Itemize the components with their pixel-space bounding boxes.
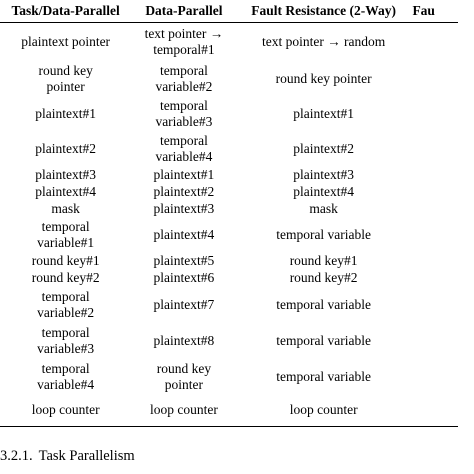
cell-line: mask xyxy=(309,201,338,216)
cell-line: round key xyxy=(38,62,93,78)
table-cell-fault xyxy=(239,323,409,359)
empty-cell xyxy=(408,323,458,359)
table-cell-data xyxy=(129,184,239,201)
table-cell-fault xyxy=(239,184,409,201)
empty-cell xyxy=(408,287,458,323)
cell-line: plaintext#4 xyxy=(293,184,354,199)
empty-cell xyxy=(408,184,458,201)
table-cell-data xyxy=(129,97,239,132)
cell-line: mask xyxy=(51,201,80,216)
table-cell-data xyxy=(129,359,239,395)
table-row xyxy=(0,270,458,287)
cell-line: plaintext#5 xyxy=(153,253,215,268)
cell-line: plaintext#6 xyxy=(153,270,215,285)
table-cell-data xyxy=(129,253,239,270)
cell-line: plaintext#2 xyxy=(153,184,215,199)
cell-line: temporal xyxy=(159,133,208,148)
empty-cell xyxy=(408,167,458,184)
cell-line: variable#3 xyxy=(155,114,213,129)
cell-line: round key#1 xyxy=(289,253,358,268)
cell-line: plaintext#1 xyxy=(293,106,354,121)
header-data-parallel: Data-Parallel xyxy=(145,3,223,18)
cell-line: variable#4 xyxy=(155,149,213,164)
table-row xyxy=(0,23,458,61)
table-cell-task xyxy=(2,359,129,395)
cell-line: round key xyxy=(156,360,212,376)
empty-cell xyxy=(408,132,458,167)
cell-line: text pointer → random xyxy=(261,33,386,49)
table-row xyxy=(0,167,458,184)
table-body xyxy=(0,23,458,427)
cell-line: variable#4 xyxy=(37,376,95,392)
cell-line: temporal xyxy=(41,324,90,340)
cell-line: plaintext#2 xyxy=(293,141,354,156)
cell-line: temporal xyxy=(41,360,90,376)
table-row xyxy=(0,218,458,253)
table-cell-task xyxy=(2,167,129,184)
cell-line: variable#2 xyxy=(37,304,95,320)
table-row xyxy=(0,323,458,359)
cell-line: plaintext#4 xyxy=(35,184,97,199)
table-cell-fault xyxy=(239,359,409,395)
table-row xyxy=(0,132,458,167)
table-cell-fault xyxy=(239,253,409,270)
empty-cell xyxy=(408,97,458,132)
cell-line: text pointer → xyxy=(144,25,224,41)
cell-line: pointer xyxy=(164,376,204,392)
table-row xyxy=(0,253,458,270)
table-cell-fault xyxy=(239,61,409,97)
empty-cell xyxy=(408,359,458,395)
cell-line: temporal xyxy=(41,219,90,234)
cell-line: variable#3 xyxy=(37,340,95,356)
table-row xyxy=(0,287,458,323)
cell-line: loop counter xyxy=(289,402,358,418)
cell-line: temporal xyxy=(41,288,90,304)
table-cell-data xyxy=(129,167,239,184)
cell-line: variable#2 xyxy=(155,78,213,94)
table-cell-data xyxy=(129,201,239,218)
cell-line: plaintext#4 xyxy=(153,227,215,242)
table-cell-fault xyxy=(239,218,409,253)
cell-line: temporal xyxy=(159,98,208,113)
section-title: Task Parallelism xyxy=(38,448,135,464)
table-cell-data xyxy=(129,23,239,61)
cell-line: plaintext#3 xyxy=(293,167,354,182)
cell-line: plaintext#3 xyxy=(153,201,215,216)
cell-line: plaintext#7 xyxy=(153,296,215,312)
cell-line: loop counter xyxy=(150,402,218,418)
empty-cell xyxy=(408,395,458,427)
empty-cell xyxy=(408,61,458,97)
cell-line: plaintext pointer xyxy=(21,33,111,49)
cell-line: temporal variable xyxy=(276,332,372,348)
section-number: 3.2.1. xyxy=(0,448,33,464)
header-task-data-parallel: Task/Data-Parallel xyxy=(11,3,120,18)
cell-line: temporal variable xyxy=(276,296,372,312)
table-cell-fault xyxy=(239,167,409,184)
table-cell-fault xyxy=(239,287,409,323)
cell-line: round key#2 xyxy=(31,270,100,285)
table-row xyxy=(0,359,458,395)
table-cell-fault xyxy=(239,97,409,132)
table-cell-task xyxy=(2,395,129,427)
cell-line: plaintext#1 xyxy=(153,167,215,182)
cell-line: loop counter xyxy=(31,402,100,418)
cell-line: temporal#1 xyxy=(153,41,215,57)
table-row xyxy=(0,395,458,427)
table-cell-data xyxy=(129,270,239,287)
cell-line: temporal xyxy=(159,62,208,78)
cell-line: temporal variable xyxy=(276,227,372,242)
header-fault-resistance: Fault Resistance (2-Way) xyxy=(251,3,396,18)
empty-cell xyxy=(408,23,458,61)
table-cell-fault xyxy=(239,395,409,427)
table-row xyxy=(0,184,458,201)
table-row xyxy=(0,61,458,97)
cell-line: temporal variable xyxy=(276,368,372,384)
table-cell-task xyxy=(2,323,129,359)
table-cell-task xyxy=(2,218,129,253)
table-cell-task xyxy=(2,61,129,97)
cell-line: plaintext#3 xyxy=(35,167,97,182)
table-cell-task xyxy=(2,287,129,323)
table-cell-data xyxy=(129,395,239,427)
table-cell-data xyxy=(129,218,239,253)
table-cell-fault xyxy=(239,270,409,287)
empty-cell xyxy=(408,270,458,287)
header-clipped-right: Fau xyxy=(412,3,435,18)
table-cell-fault xyxy=(239,132,409,167)
table-cell-task xyxy=(2,184,129,201)
empty-cell xyxy=(408,201,458,218)
table-cell-data xyxy=(129,323,239,359)
table-cell-task xyxy=(2,201,129,218)
table-cell-fault xyxy=(239,23,409,61)
table-row xyxy=(0,201,458,218)
table-row xyxy=(0,97,458,132)
empty-cell xyxy=(408,218,458,253)
cell-line: plaintext#1 xyxy=(35,106,97,121)
table-header-row xyxy=(0,0,458,23)
cell-line: round key#2 xyxy=(289,270,358,285)
table-cell-data xyxy=(129,132,239,167)
empty-cell xyxy=(408,253,458,270)
table-cell-task xyxy=(2,270,129,287)
cell-line: pointer xyxy=(46,78,85,94)
cell-line: plaintext#2 xyxy=(35,141,97,156)
table-cell-data xyxy=(129,287,239,323)
cell-line: round key pointer xyxy=(275,70,372,86)
cell-line: plaintext#8 xyxy=(153,332,215,348)
cell-line: variable#1 xyxy=(37,235,95,250)
section-heading xyxy=(0,448,135,465)
table-cell-task xyxy=(2,97,129,132)
table-cell-fault xyxy=(239,201,409,218)
table-cell-data xyxy=(129,61,239,97)
table-cell-task xyxy=(2,23,129,61)
table-cell-task xyxy=(2,253,129,270)
table-cell-task xyxy=(2,132,129,167)
cell-line: round key#1 xyxy=(31,253,100,268)
